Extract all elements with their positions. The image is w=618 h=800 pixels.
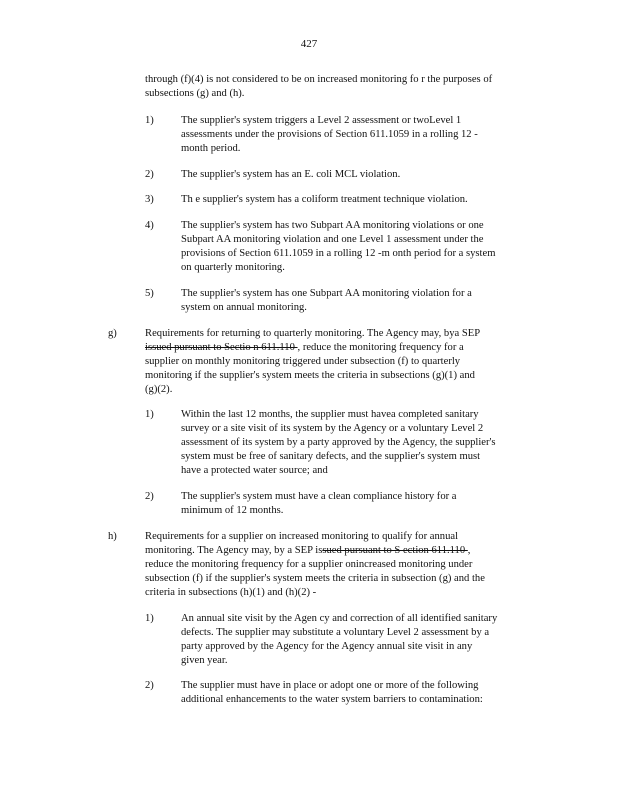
section-g-line-3: supplier on monthly monitoring triggered under subsection (f) to quarterly xyxy=(145,356,461,367)
section-h-line-4: subsection (f) if the supplier's system meets the criteria in subsection (g) and the xyxy=(145,573,485,584)
section-h-line-5: criteria in subsections (h)(1) and (h)(2) - xyxy=(145,587,317,598)
section-h-deleted-text: sued pursuant to S ection 611.110 xyxy=(322,545,468,556)
item-g2-line-1: The supplier's system must have a clean compliance history for a xyxy=(181,491,457,502)
section-g-line-1: Requirements for returning to quarterly monitoring. The Agency may, bya SEP xyxy=(145,328,481,339)
section-g-deleted-text: issued pursuant to Sectio n 611.110 xyxy=(145,342,298,353)
item-h1-line-1: An annual site visit by the Agen cy and correction of all identified sanitary xyxy=(181,613,498,624)
item-f1-line-1: The supplier's system triggers a Level 2 assessment or twoLevel 1 xyxy=(181,115,462,126)
item-g1-line-1: Within the last 12 months, the supplier must havea completed sanitary xyxy=(181,409,479,420)
item-h1-line-3: party approved by the Agency for the Agency annual site visit in any xyxy=(181,641,473,652)
item-g1-line-5: have a protected water source; and xyxy=(181,465,328,476)
item-g1-line-2: survey or a site visit of its system by the Agency or a voluntary Level 2 xyxy=(181,423,484,434)
item-g2-label: 2) xyxy=(145,491,154,502)
intro-line-1: through (f)(4) is not considered to be on increased monitoring fo r the purposes of xyxy=(145,74,493,85)
item-f2-line-1: The supplier's system has an E. coli MCL violation. xyxy=(181,169,401,180)
page-number: 427 xyxy=(300,38,318,50)
item-f4-line-2: Subpart AA monitoring violation and one Level 1 assessment under the xyxy=(181,234,484,245)
item-f1-label: 1) xyxy=(145,115,154,126)
section-h-line-2-end: , xyxy=(467,545,471,556)
section-h-line-2-start: monitoring. The Agency may, by a SEP is xyxy=(145,545,323,556)
item-h1-line-4: given year. xyxy=(181,655,228,666)
section-h-label: h) xyxy=(108,531,117,542)
item-f4-line-4: on quarterly monitoring. xyxy=(181,262,285,273)
item-g2-line-2: minimum of 12 months. xyxy=(181,505,284,516)
item-f1-line-3: month period. xyxy=(181,143,241,154)
item-h2-line-2: additional enhancements to the water system barriers to contamination: xyxy=(181,694,483,705)
section-g-line-4: monitoring if the supplier's system meets the criteria in subsections (g)(1) and xyxy=(145,370,475,381)
item-f4-label: 4) xyxy=(145,220,154,231)
section-g-line-2-rest: , reduce the monitoring frequency for a xyxy=(297,342,464,353)
item-f5-label: 5) xyxy=(145,288,154,299)
item-h2-line-1: The supplier must have in place or adopt one or more of the following xyxy=(181,680,479,691)
item-g1-line-4: system must be free of sanitary defects, and the supplier's system must xyxy=(181,451,481,462)
section-h-line-2 xyxy=(145,544,470,558)
item-h2-label: 2) xyxy=(145,680,154,691)
section-h-line-3: reduce the monitoring frequency for a supplier onincreased monitoring under xyxy=(145,559,473,570)
item-h1-label: 1) xyxy=(145,613,154,624)
item-g1-label: 1) xyxy=(145,409,154,420)
item-g1-line-3: assessment of its system by a party approved by the Agency, the supplier's xyxy=(181,437,496,448)
section-g-label: g) xyxy=(108,328,117,339)
item-f1-line-2: assessments under the provisions of Section 611.1059 in a rolling 12 - xyxy=(181,129,478,140)
item-f4-line-1: The supplier's system has two Subpart AA monitoring violations or one xyxy=(181,220,484,231)
intro-line-2: subsections (g) and (h). xyxy=(145,88,245,99)
item-f4-line-3: provisions of Section 611.1059 in a rolling 12 -m onth period for a system xyxy=(181,248,496,259)
item-f5-line-2: system on annual monitoring. xyxy=(181,302,307,313)
section-h-line-1: Requirements for a supplier on increased monitoring to qualify for annual xyxy=(145,531,459,542)
item-f3-label: 3) xyxy=(145,194,154,205)
section-g-line-5: (g)(2). xyxy=(145,384,173,395)
item-f3-line-1: Th e supplier's system has a coliform treatment technique violation. xyxy=(181,194,468,205)
item-f5-line-1: The supplier's system has one Subpart AA monitoring violation for a xyxy=(181,288,472,299)
section-g-line-2 xyxy=(145,341,464,355)
item-f2-label: 2) xyxy=(145,169,154,180)
item-h1-line-2: defects. The supplier may substitute a voluntary Level 2 assessment by a xyxy=(181,627,490,638)
